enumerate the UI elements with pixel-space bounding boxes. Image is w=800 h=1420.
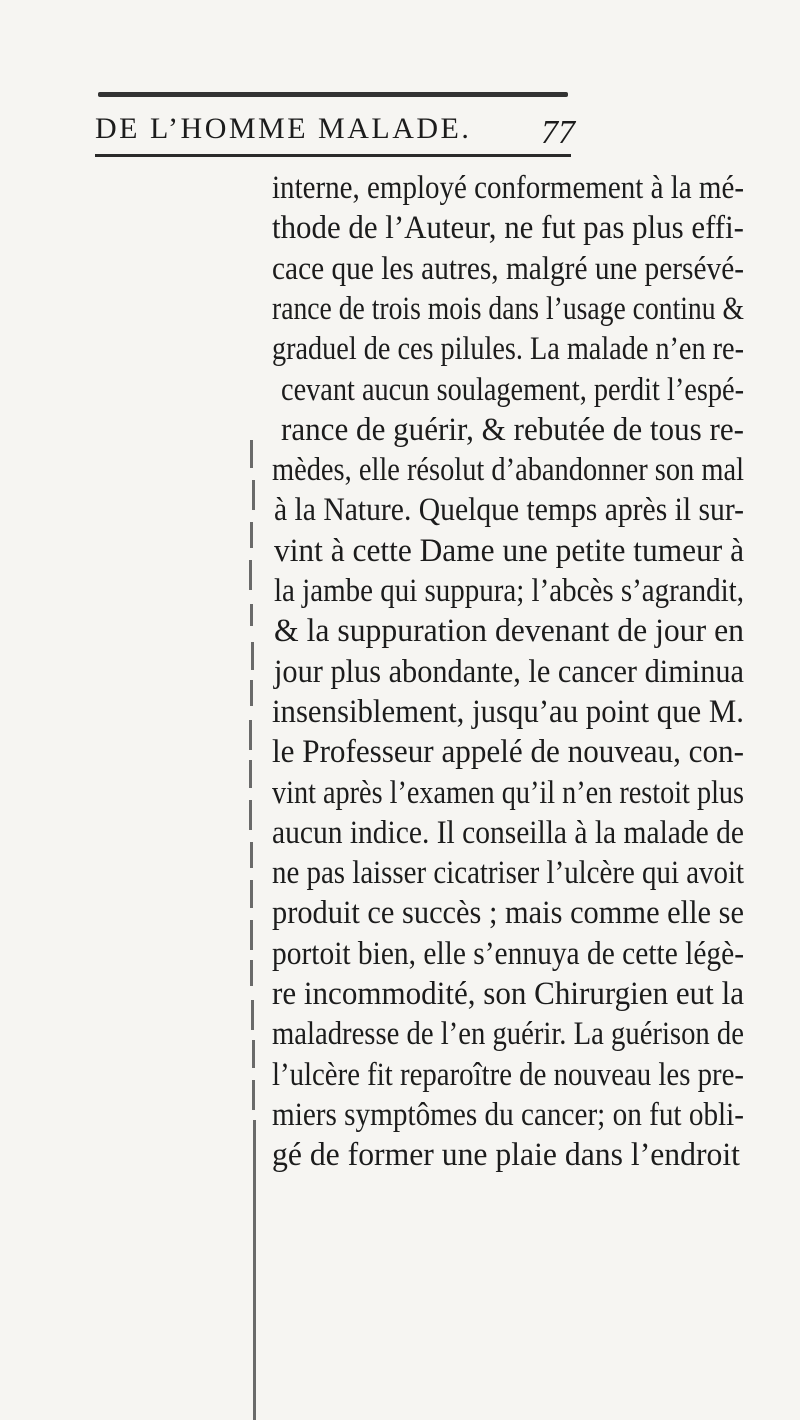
gutter-mark bbox=[250, 842, 253, 868]
gutter-mark bbox=[249, 760, 252, 788]
text-line: à la Nature. Quelque temps après il sur- bbox=[274, 492, 744, 529]
text-line: cace que les autres, malgré une persévé- bbox=[272, 250, 745, 287]
text-line: interne, employé conformement à la mé- bbox=[272, 170, 744, 206]
gutter-mark bbox=[252, 1040, 255, 1068]
gutter-mark bbox=[252, 1080, 255, 1110]
gutter-mark bbox=[249, 560, 252, 590]
text-line: re incommodité, son Chirurgien eut la bbox=[272, 976, 744, 1012]
gutter-mark bbox=[251, 642, 254, 670]
gutter-mark bbox=[249, 800, 252, 830]
text-line: thode de l’Auteur, ne fut pas plus effi- bbox=[272, 210, 744, 247]
running-title: DE L’HOMME MALADE. bbox=[95, 112, 472, 145]
gutter-mark bbox=[250, 440, 253, 468]
text-line: ne pas laisser cicatriser l’ulcère qui avoit bbox=[272, 855, 745, 892]
text-line: portoit bien, elle s’ennuya de cette légè- bbox=[272, 935, 745, 972]
text-line: cevant aucun soulagement, perdit l’espé- bbox=[281, 371, 745, 408]
gutter-mark bbox=[250, 960, 253, 986]
text-line: l’ulcère fit reparoître de nouveau les pre- bbox=[272, 1056, 745, 1093]
text-line: la jambe qui suppura; l’abcès s’agrandit, bbox=[274, 573, 744, 609]
text-line: graduel de ces pilules. La malade n’en re- bbox=[272, 331, 744, 368]
text-line: le Professeur appelé de nouveau, con- bbox=[272, 734, 744, 771]
text-line: maladresse de l’en guérir. La guérison de bbox=[272, 1016, 744, 1053]
text-line: mèdes, elle résolut d’abandonner son mal bbox=[272, 452, 744, 489]
text-line: jour plus abondante, le cancer diminua bbox=[274, 653, 745, 690]
text-line: gé de former une plaie dans l’endroit bbox=[272, 1137, 740, 1174]
text-line: rance de guérir, & rebutée de tous re- bbox=[281, 411, 744, 448]
text-line: miers symptômes du cancer; on fut obli- bbox=[272, 1096, 744, 1133]
text-line: aucun indice. Il conseilla à la malade de bbox=[272, 814, 744, 851]
text-line: produit ce succès ; mais comme elle se bbox=[272, 895, 744, 932]
gutter-mark bbox=[251, 1000, 254, 1030]
gutter-mark bbox=[252, 480, 255, 510]
text-line: & la suppuration devenant de jour en bbox=[274, 613, 744, 650]
gutter-shadow bbox=[0, 0, 292, 1359]
gutter-mark bbox=[249, 720, 252, 750]
gutter-mark bbox=[250, 604, 253, 626]
gutter-mark bbox=[250, 522, 253, 548]
page-number: 77 bbox=[541, 114, 575, 151]
gutter-mark bbox=[250, 920, 253, 950]
text-line: rance de trois mois dans l’usage continu & bbox=[272, 290, 744, 327]
text-line: insensiblement, jusqu’au point que M. bbox=[272, 693, 745, 730]
text-line: vint après l’examen qu’il n’en restoit plus bbox=[272, 774, 745, 811]
gutter-mark bbox=[250, 880, 253, 908]
text-line: vint à cette Dame une petite tumeur à bbox=[274, 532, 745, 569]
gutter-mark bbox=[253, 1120, 256, 1420]
gutter-mark bbox=[250, 680, 253, 706]
